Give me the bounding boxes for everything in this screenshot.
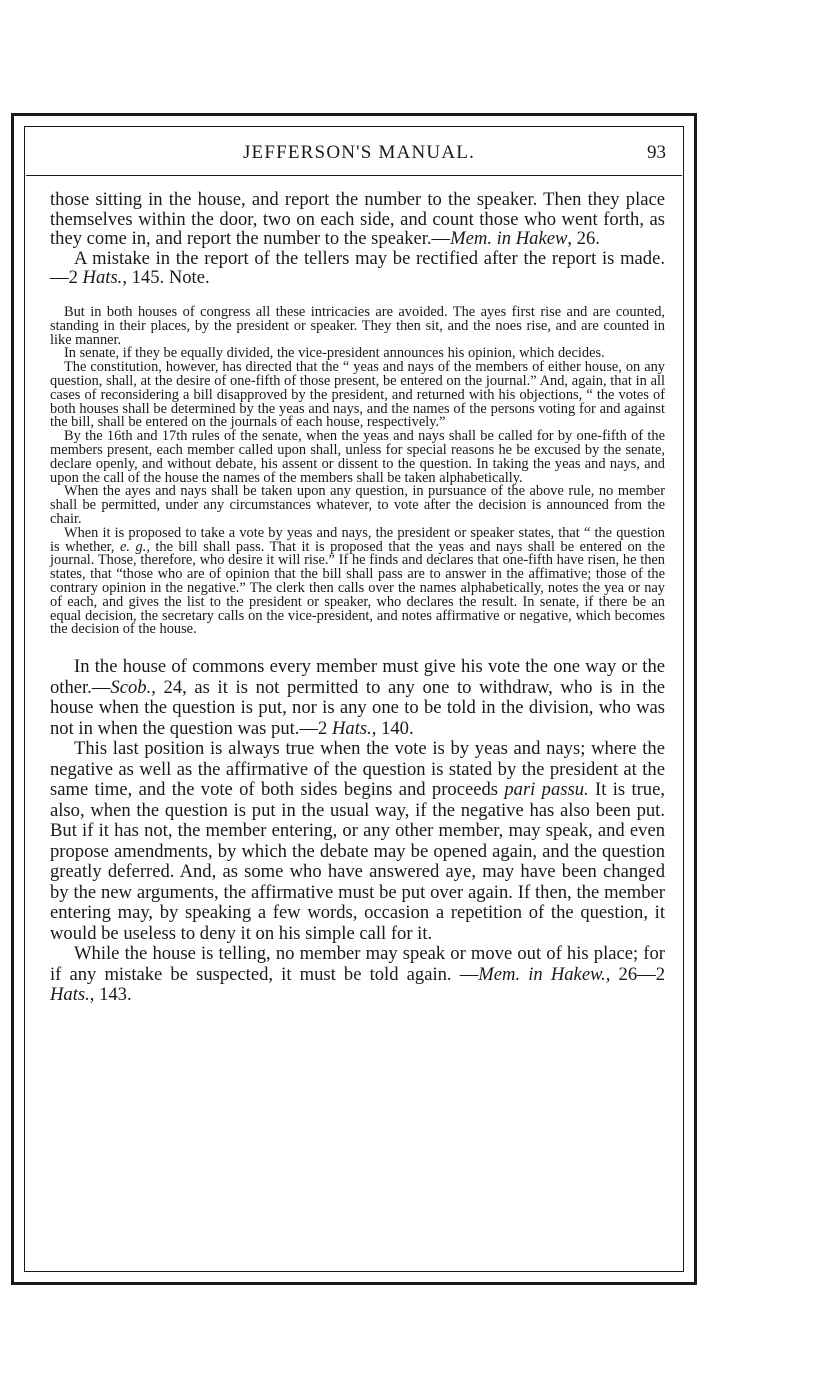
paragraph-text: While the house is telling, no member may speak or move out of his place; for if any mistake be suspected, it must be told again. — [50, 943, 665, 985]
paragraph [50, 657, 665, 739]
citation: Hats. [50, 984, 90, 1006]
citation-tail: , 143. [89, 984, 132, 1006]
paragraph-text: those sitting in the house, and report the number to the speaker. Then they place themselves within the door, two on each side, and count those who went forth, as they come in, and report the number to the speaker.— [50, 189, 665, 250]
paragraph [50, 190, 665, 249]
page-number: 93 [647, 142, 666, 163]
paragraph-text: It is true, also, when the question is put in the usual way, if the negative has also been put. But if it has not, the member entering, or any other member, may speak, and even propose amendments, by which the debate may be opened again, and the question greatly deferred. And, as some who have answered aye, may have been changed by the new arguments, the affirmative must be put over again. If then, the member entering may, by speaking a few words, occasion a repetition of the question, it would be useless to deny it on his simple call for it. [50, 779, 666, 944]
note-paragraph [50, 524, 665, 638]
paragraph-text: This last position is always true when the vote is by yeas and nays; where the negative as well as the affirmative of the question is stated by the president at the same time, and the vote of both sides begins and proceeds [50, 738, 665, 801]
paragraph-text: , 24, as it is not permitted to any one to withdraw, who is in the house when the question is put, nor is any one to be told in the division, who was not in when the question was put.—2 [50, 676, 665, 739]
note-paragraph: But in both houses of congress all these intricacies are avoided. The ayes first rise and are counted, standing in their places, by the president or speaker. They then sit, and the noes rise, and are counted in like manner. [50, 303, 665, 348]
citation: Hats. [82, 267, 123, 289]
header-rule [26, 175, 682, 176]
citation: Mem. in Hakew [450, 228, 568, 250]
note-text: , the bill shall pass. That it is proposed that the yeas and nays shall be entered on the journal. Those, therefore, who desire it will rise.” If he finds and declares that one-fifth have risen, he then states, that “those who are of opinion that the bill shall pass are to answer in the affimative; those of the contrary opinion in the negative.” The clerk then calls over the names alphabetically, notes the yea or nay of each, and gives the list to the president or speaker, who declares the result. In senate, if there be an equal decision, the secretary calls on the vice-president, and notes affirmative or negative, which becomes the decision of the house. [50, 538, 665, 638]
note-text: When it is proposed to take a vote by yeas and nays, the president or speaker states, that “ the question is whether, [50, 524, 665, 555]
citation-tail: , 140. [371, 717, 414, 739]
note-paragraph: The constitution, however, has directed that the “ yeas and nays of the members of either house, on any question, shall, at the desire of one-fifth of those present, be entered on the journal.” And, again, that in all cases of reconsidering a bill disapproved by the president, and returned with his objections, “ the votes of both houses shall be determined by the yeas and nays, and the names of the persons voting for and against the bill, shall be entered on the journals of each house, respectively.” [50, 359, 665, 431]
citation-tail: , 26. [567, 228, 600, 250]
note-paragraph: When the ayes and nays shall be taken upon any question, in pursuance of the above rule, no member shall be permitted, under any circumstances whatever, to vote after the decision is announced from the chair. [50, 483, 665, 527]
latin-phrase: pari passu. [504, 779, 589, 801]
paragraph-text: , 26—2 [605, 963, 666, 985]
note-paragraph: In senate, if they be equally divided, the vice-president announces his opinion, which decides. [64, 345, 605, 362]
paragraph [50, 944, 665, 1006]
paragraph [50, 249, 665, 288]
citation: Mem. in Hakew. [478, 963, 606, 985]
note-paragraph: By the 16th and 17th rules of the senate, when the yeas and nays shall be called for by one-fifth of the members present, each member called upon shall, unless for special reasons he be excused by the senate, declare openly, and without debate, his assent or dissent to the question. In taking the yeas and nays, and upon the call of the house the names of the members shall be taken alphabetically. [50, 428, 665, 486]
paragraph-text: In the house of commons every member must give his vote the one way or the other.— [50, 656, 665, 698]
running-title: JEFFERSON'S MANUAL. [242, 142, 476, 163]
paragraph [50, 739, 665, 944]
citation-tail: , 145. Note. [122, 267, 210, 289]
page-body [50, 190, 665, 1006]
paragraph-text: A mistake in the report of the tellers may be rectified after the report is made.—2 [50, 247, 665, 289]
citation: Hats. [331, 717, 372, 739]
running-head [50, 142, 668, 168]
citation: Scob. [110, 676, 152, 698]
note-italic: e. g. [120, 538, 147, 555]
